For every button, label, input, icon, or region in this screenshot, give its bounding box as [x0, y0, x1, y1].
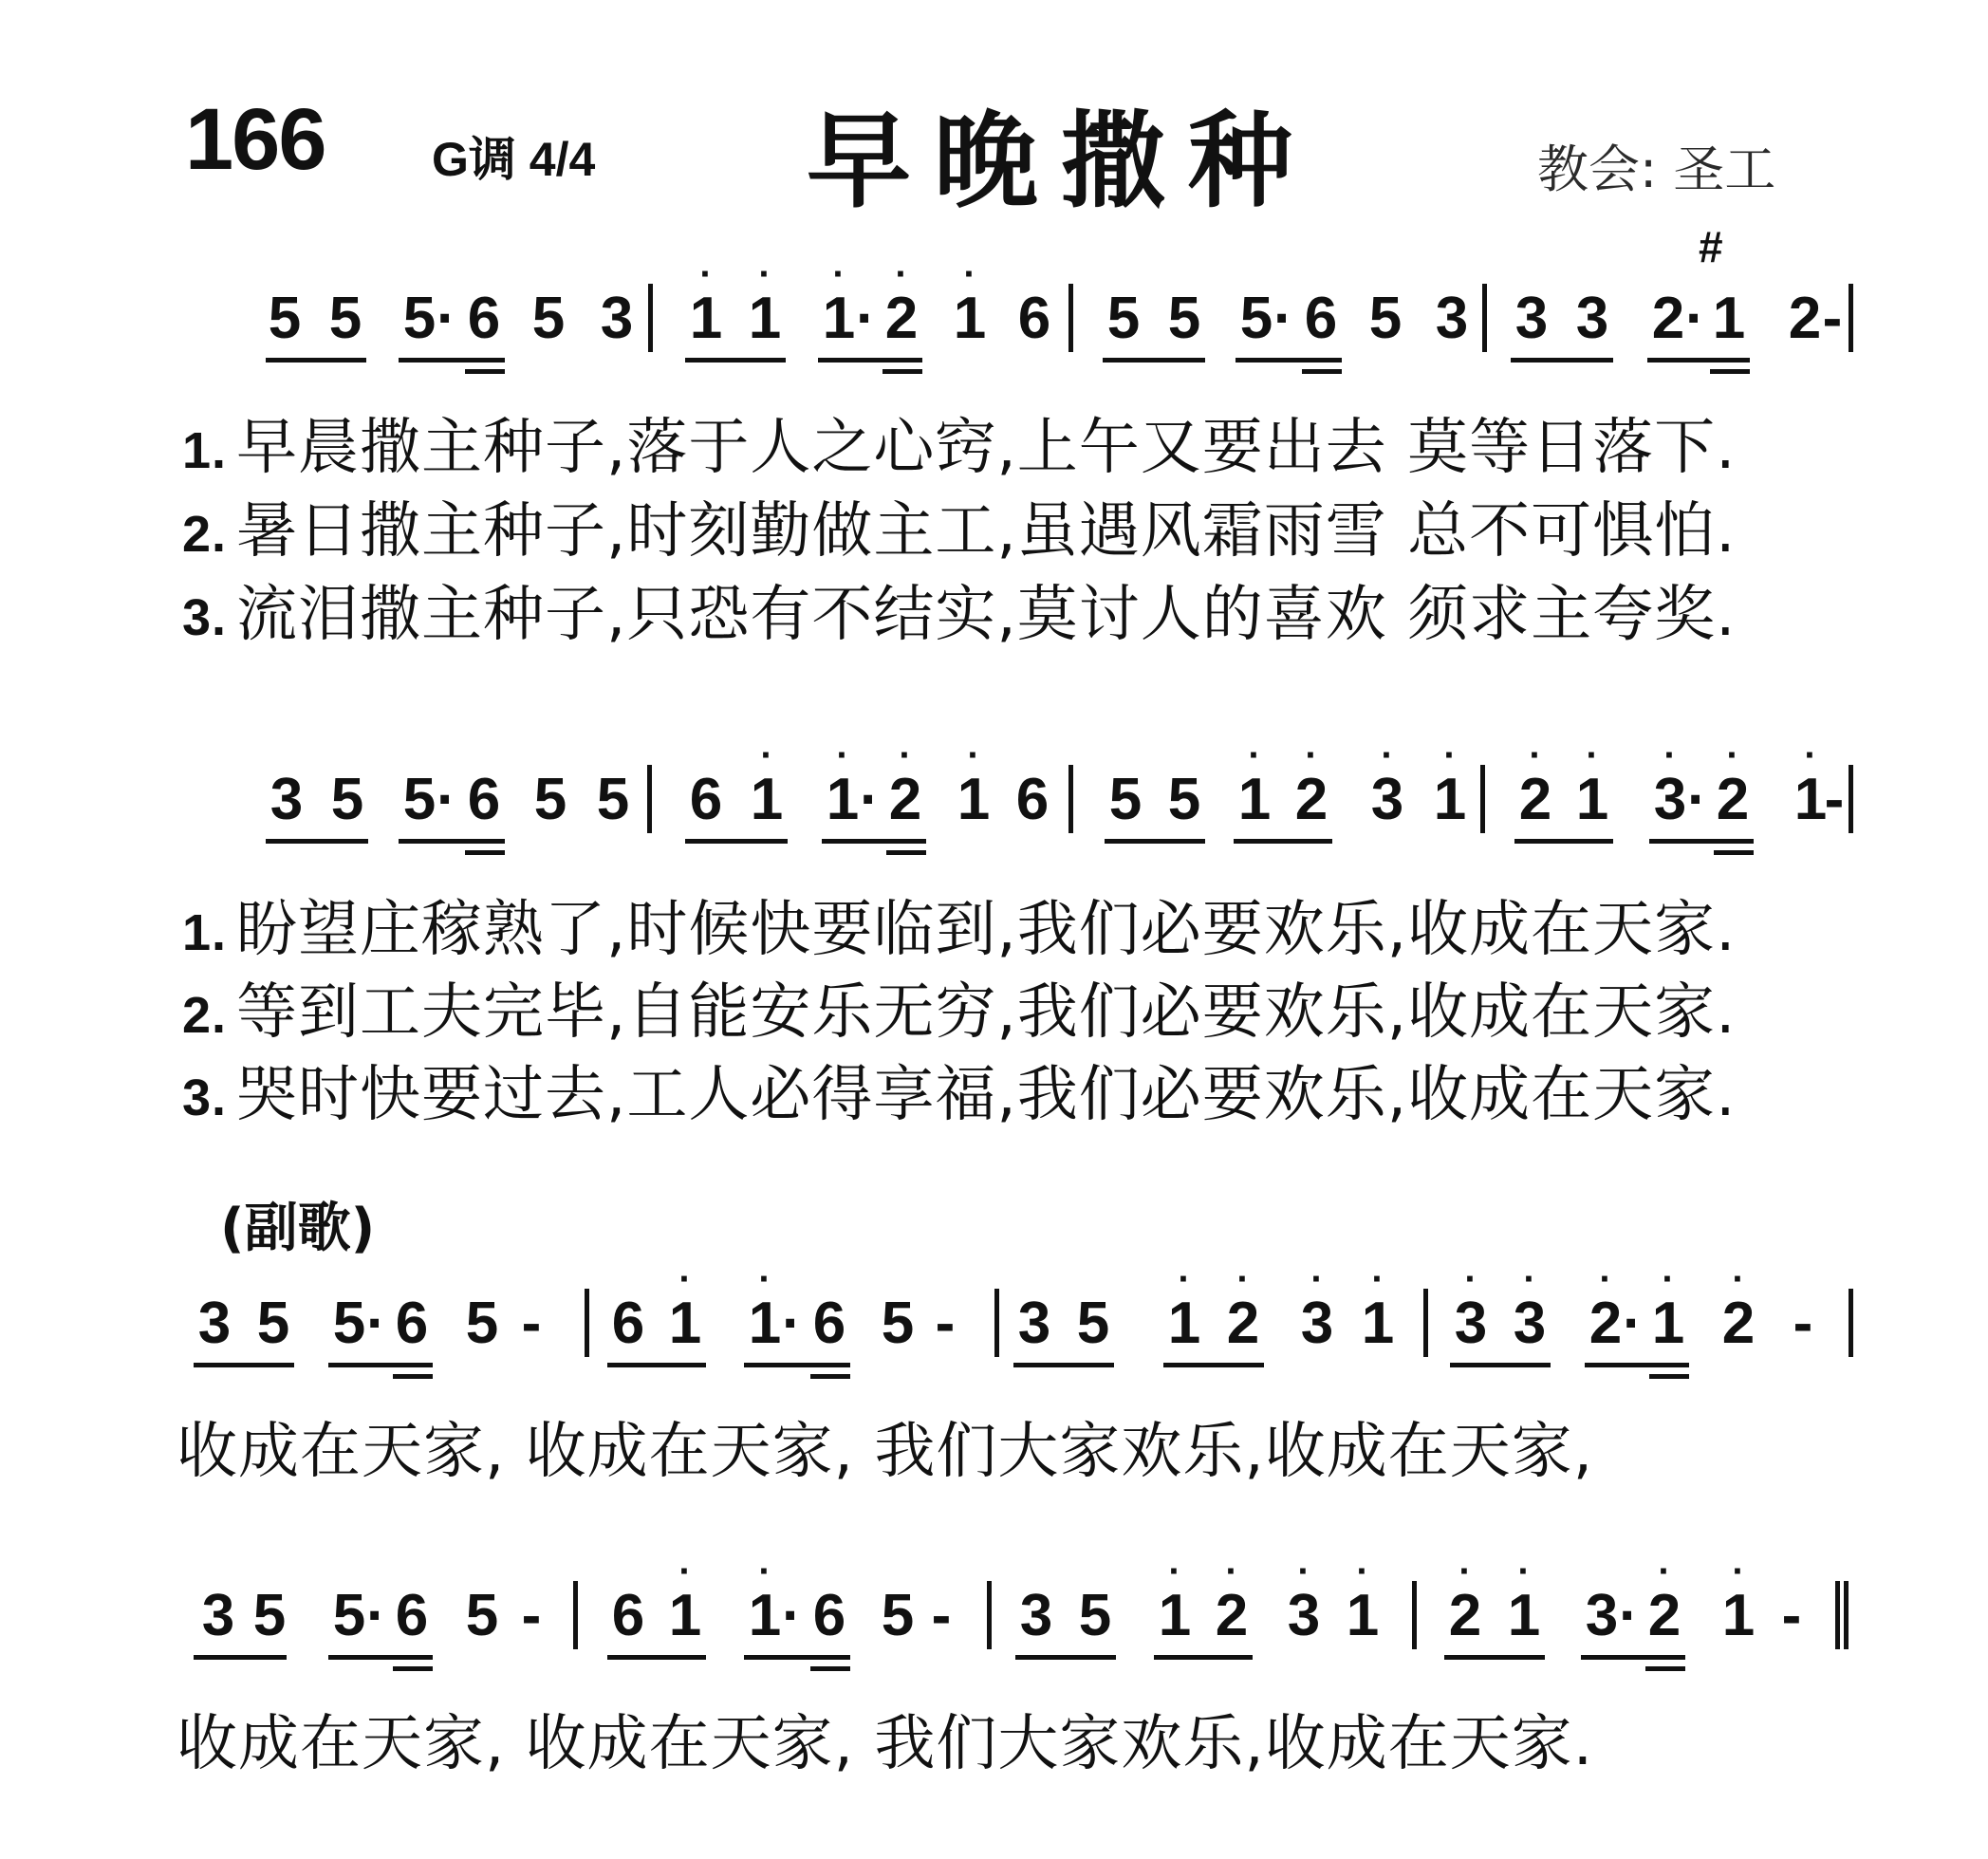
- octave-dot: ·: [760, 734, 773, 776]
- note: 5: [533, 767, 567, 832]
- beam: [1450, 1363, 1551, 1367]
- note: 1: [1346, 1583, 1380, 1648]
- note: 1: [748, 1291, 782, 1356]
- octave-dot: ·: [1305, 734, 1318, 776]
- dotted-point: ·: [366, 1291, 386, 1356]
- beam: [1714, 850, 1754, 855]
- verse-number: 1.: [182, 422, 228, 479]
- note: 6: [467, 767, 501, 832]
- chorus-lyric-1: 收成在天家, 收成在天家, 我们大家欢乐,收成在天家,: [177, 1417, 1594, 1487]
- beam: [465, 850, 505, 855]
- note: 3: [197, 1291, 232, 1356]
- dash: -: [1781, 1583, 1802, 1648]
- note: 5: [330, 767, 364, 832]
- octave-dot: ·: [1178, 1258, 1191, 1300]
- note: 5: [881, 1291, 915, 1356]
- note: 5: [465, 1583, 499, 1648]
- note: 3: [1454, 1291, 1488, 1356]
- barline: [1849, 284, 1853, 352]
- note: 5: [1076, 1291, 1110, 1356]
- note: 5: [1167, 286, 1201, 351]
- beam: [1645, 1666, 1685, 1671]
- note: 3: [1435, 286, 1469, 351]
- dotted-point: ·: [1687, 767, 1707, 832]
- barline: [585, 1289, 589, 1357]
- octave-dot: ·: [758, 1258, 771, 1300]
- note: 2: [1589, 1291, 1623, 1356]
- dash: -: [1822, 286, 1843, 351]
- octave-dot: ·: [758, 253, 771, 295]
- beam: [744, 1655, 850, 1660]
- lyric-text: 盼望庄稼熟了,时候快要临到,我们必要欢乐,收成在天家.: [236, 895, 1737, 965]
- note: 1: [750, 767, 784, 832]
- beam: [810, 1374, 850, 1379]
- dotted-point: ·: [860, 767, 880, 832]
- octave-dot: ·: [1356, 1551, 1369, 1592]
- dotted-point: ·: [366, 1583, 386, 1648]
- lyric-line: [182, 399, 1736, 486]
- note: 1: [1507, 1583, 1541, 1648]
- octave-dot: ·: [1371, 1258, 1384, 1300]
- barline: [1068, 284, 1073, 352]
- note: 1: [1158, 1583, 1192, 1648]
- note: 5: [531, 286, 566, 351]
- note: 1: [1167, 1291, 1201, 1356]
- note: 2: [884, 286, 919, 351]
- note: 6: [611, 1291, 645, 1356]
- beam: [266, 839, 368, 844]
- lyric-text: 哭时快要过去,工人必得享福,我们必要欢乐,收成在天家.: [236, 1060, 1737, 1130]
- lyric-text: 早晨撒主种子,落于人之心窍,上午又要出去 莫等日落下.: [236, 413, 1737, 483]
- dotted-point: ·: [1619, 1583, 1639, 1648]
- beam: [1647, 358, 1750, 363]
- octave-dot: ·: [1523, 1258, 1536, 1300]
- note: 1: [1575, 767, 1609, 832]
- note: 1: [748, 1583, 782, 1648]
- verse-number: 1.: [182, 904, 228, 961]
- note: 1: [668, 1291, 702, 1356]
- hymn-number: 166: [185, 91, 325, 188]
- note: 2: [1294, 767, 1328, 832]
- beam: [883, 369, 922, 374]
- dash: -: [1824, 767, 1845, 832]
- beam: [393, 1374, 433, 1379]
- note: 3: [600, 286, 634, 351]
- octave-dot: ·: [678, 1258, 692, 1300]
- beam: [810, 1666, 850, 1671]
- beam: [1514, 839, 1613, 844]
- key-signature: G调 4/4: [432, 133, 596, 186]
- hymn-credit: 教会: 圣工: [1537, 139, 1776, 199]
- beam: [1511, 358, 1613, 363]
- note: 1: [1237, 767, 1272, 832]
- note: 1: [748, 286, 782, 351]
- note: 3: [1585, 1583, 1619, 1648]
- beam: [399, 358, 505, 363]
- note: 2: [1215, 1583, 1249, 1648]
- beam: [1710, 369, 1750, 374]
- beam: [1236, 358, 1342, 363]
- note: 5: [1108, 767, 1143, 832]
- beam: [1154, 1655, 1253, 1660]
- octave-dot: ·: [1297, 1551, 1310, 1592]
- octave-dot: ·: [899, 734, 912, 776]
- octave-dot: ·: [1464, 1258, 1477, 1300]
- lyric-line: [182, 963, 1736, 1050]
- note: 3: [1019, 1583, 1053, 1648]
- octave-dot: ·: [1732, 1258, 1745, 1300]
- note: 1: [1712, 286, 1746, 351]
- note: 1: [1651, 1291, 1685, 1356]
- octave-dot: ·: [1225, 1551, 1238, 1592]
- note: 6: [689, 767, 723, 832]
- beam: [886, 850, 926, 855]
- barline: [1412, 1581, 1417, 1649]
- note: 1: [668, 1583, 702, 1648]
- octave-dot: ·: [1443, 734, 1457, 776]
- dotted-point: ·: [782, 1583, 802, 1648]
- lyric-line: [182, 482, 1736, 569]
- barline: [1068, 765, 1073, 833]
- octave-dot: ·: [1236, 1258, 1250, 1300]
- octave-dot: ·: [1381, 734, 1394, 776]
- beam: [1649, 839, 1754, 844]
- octave-dot: ·: [1658, 1551, 1671, 1592]
- octave-dot: ·: [1517, 1551, 1531, 1592]
- note: 2: [1716, 767, 1750, 832]
- note: 3: [1575, 286, 1609, 351]
- note: 6: [1017, 286, 1051, 351]
- octave-dot: ·: [1248, 734, 1261, 776]
- verse-number: 2.: [182, 506, 228, 563]
- barline: [1849, 1289, 1853, 1357]
- note: 3: [269, 767, 304, 832]
- beam: [1105, 839, 1205, 844]
- octave-dot: ·: [832, 253, 845, 295]
- octave-dot: ·: [1726, 734, 1739, 776]
- note: 2: [1647, 1583, 1681, 1648]
- octave-dot: ·: [1804, 734, 1817, 776]
- barline: [647, 765, 652, 833]
- note: 1: [1433, 767, 1467, 832]
- barline: [1423, 1289, 1428, 1357]
- note: 5: [465, 1291, 499, 1356]
- verse-number: 2.: [182, 987, 228, 1044]
- lyric-text: 等到工夫完毕,自能安乐无穷,我们必要欢乐,收成在天家.: [236, 977, 1737, 1048]
- note: 1: [1361, 1291, 1395, 1356]
- note: 5: [1078, 1583, 1112, 1648]
- note: 5: [1368, 286, 1403, 351]
- beam: [1444, 1655, 1545, 1660]
- barline: [1849, 765, 1853, 833]
- dotted-point: ·: [1623, 1291, 1643, 1356]
- note: 2: [1226, 1291, 1260, 1356]
- note: 2: [1788, 286, 1822, 351]
- dotted-point: ·: [856, 286, 876, 351]
- note: 5: [268, 286, 302, 351]
- octave-dot: ·: [1662, 1258, 1675, 1300]
- octave-dot: ·: [967, 734, 980, 776]
- barline: [648, 284, 653, 352]
- note: 1: [1721, 1583, 1756, 1648]
- note: 6: [1304, 286, 1338, 351]
- dash: -: [931, 1583, 952, 1648]
- note: 5: [332, 1291, 366, 1356]
- beam: [607, 1363, 706, 1367]
- octave-dot: ·: [1599, 1258, 1612, 1300]
- note: 2: [1721, 1291, 1756, 1356]
- barline: [994, 1289, 999, 1357]
- beam: [393, 1666, 433, 1671]
- note: 1: [1793, 767, 1828, 832]
- note: 1: [689, 286, 723, 351]
- barline: [573, 1581, 578, 1649]
- beam: [328, 1363, 433, 1367]
- beam: [685, 358, 786, 363]
- octave-dot: ·: [1168, 1551, 1181, 1592]
- note: 5: [328, 286, 362, 351]
- dotted-point: ·: [437, 286, 456, 351]
- lyric-text: 流泪撒主种子,只恐有不结实,莫讨人的喜欢 须求主夸奖.: [236, 580, 1737, 650]
- octave-dot: ·: [1663, 734, 1677, 776]
- verse-number: 3.: [182, 589, 228, 646]
- beam: [1103, 358, 1205, 363]
- note: 6: [395, 1291, 429, 1356]
- note: 6: [395, 1583, 429, 1648]
- note: 3: [201, 1583, 235, 1648]
- beam: [607, 1655, 706, 1660]
- note: 5: [1167, 767, 1201, 832]
- octave-dot: ·: [1732, 1551, 1745, 1592]
- octave-dot: ·: [1310, 1258, 1324, 1300]
- note: 5: [256, 1291, 290, 1356]
- note: 2: [1651, 286, 1685, 351]
- beam: [399, 839, 505, 844]
- note: 6: [611, 1583, 645, 1648]
- hymn-title: 早晚撒种: [807, 101, 1315, 222]
- beam: [328, 1655, 433, 1660]
- final-barline: [1835, 1581, 1849, 1649]
- octave-dot: ·: [1586, 734, 1599, 776]
- note: 5: [881, 1583, 915, 1648]
- dash: -: [935, 1291, 956, 1356]
- beam: [266, 358, 366, 363]
- barline: [1482, 284, 1487, 352]
- note: 2: [1448, 1583, 1482, 1648]
- beam: [1581, 1655, 1685, 1660]
- note: 1: [953, 286, 987, 351]
- note: 3: [1653, 767, 1687, 832]
- lyric-line: [182, 1046, 1736, 1133]
- dash: -: [1793, 1291, 1813, 1356]
- octave-dot: ·: [895, 253, 908, 295]
- note: 2: [888, 767, 922, 832]
- octave-dot: ·: [699, 253, 713, 295]
- note: 6: [1015, 767, 1050, 832]
- beam: [1013, 1363, 1114, 1367]
- notation-line-2: [0, 734, 1988, 875]
- sharp-sign: #: [1699, 222, 1723, 271]
- dash: -: [521, 1291, 542, 1356]
- beam: [465, 369, 505, 374]
- beam: [194, 1363, 294, 1367]
- note: 5: [402, 286, 437, 351]
- note: 6: [467, 286, 501, 351]
- octave-dot: ·: [678, 1551, 692, 1592]
- octave-dot: ·: [836, 734, 849, 776]
- beam: [685, 839, 788, 844]
- notation-line-1: [0, 222, 1988, 394]
- dash: -: [521, 1583, 542, 1648]
- note: 3: [1370, 767, 1404, 832]
- beam: [1163, 1363, 1264, 1367]
- note: 3: [1287, 1583, 1321, 1648]
- note: 3: [1300, 1291, 1334, 1356]
- note: 5: [1106, 286, 1141, 351]
- notation-chorus-2: [0, 1551, 1988, 1691]
- beam: [1234, 839, 1332, 844]
- note: 3: [1513, 1291, 1547, 1356]
- note: 3: [1017, 1291, 1051, 1356]
- note: 5: [1239, 286, 1273, 351]
- note: 6: [812, 1291, 846, 1356]
- octave-dot: ·: [758, 1551, 771, 1592]
- beam: [194, 1655, 287, 1660]
- verse-number: 3.: [182, 1069, 228, 1126]
- lyric-text: 暑日撒主种子,时刻勤做主工,虽遇风霜雨雪 总不可惧怕.: [236, 496, 1737, 567]
- octave-dot: ·: [1529, 734, 1542, 776]
- barline: [1480, 765, 1485, 833]
- note: 5: [332, 1583, 366, 1648]
- note: 1: [826, 767, 860, 832]
- lyric-line: [182, 881, 1736, 968]
- note: 6: [812, 1583, 846, 1648]
- notation-chorus-1: [0, 1258, 1988, 1399]
- octave-dot: ·: [963, 253, 976, 295]
- note: 1: [957, 767, 991, 832]
- note: 3: [1514, 286, 1549, 351]
- note: 5: [252, 1583, 287, 1648]
- chorus-lyric-2: 收成在天家, 收成在天家, 我们大家欢乐,收成在天家.: [177, 1709, 1594, 1779]
- note: 2: [1518, 767, 1552, 832]
- beam: [818, 358, 922, 363]
- barline: [987, 1581, 992, 1649]
- chorus-label: (副歌): [220, 1198, 376, 1259]
- note: 5: [596, 767, 630, 832]
- beam: [1649, 1374, 1689, 1379]
- lyric-line: [182, 566, 1736, 653]
- note: 5: [402, 767, 437, 832]
- beam: [822, 839, 926, 844]
- octave-dot: ·: [1458, 1551, 1472, 1592]
- beam: [744, 1363, 850, 1367]
- beam: [1585, 1363, 1689, 1367]
- dotted-point: ·: [437, 767, 456, 832]
- note: 1: [822, 286, 856, 351]
- dotted-point: ·: [1685, 286, 1705, 351]
- dotted-point: ·: [1273, 286, 1293, 351]
- beam: [1302, 369, 1342, 374]
- beam: [1015, 1655, 1116, 1660]
- dotted-point: ·: [782, 1291, 802, 1356]
